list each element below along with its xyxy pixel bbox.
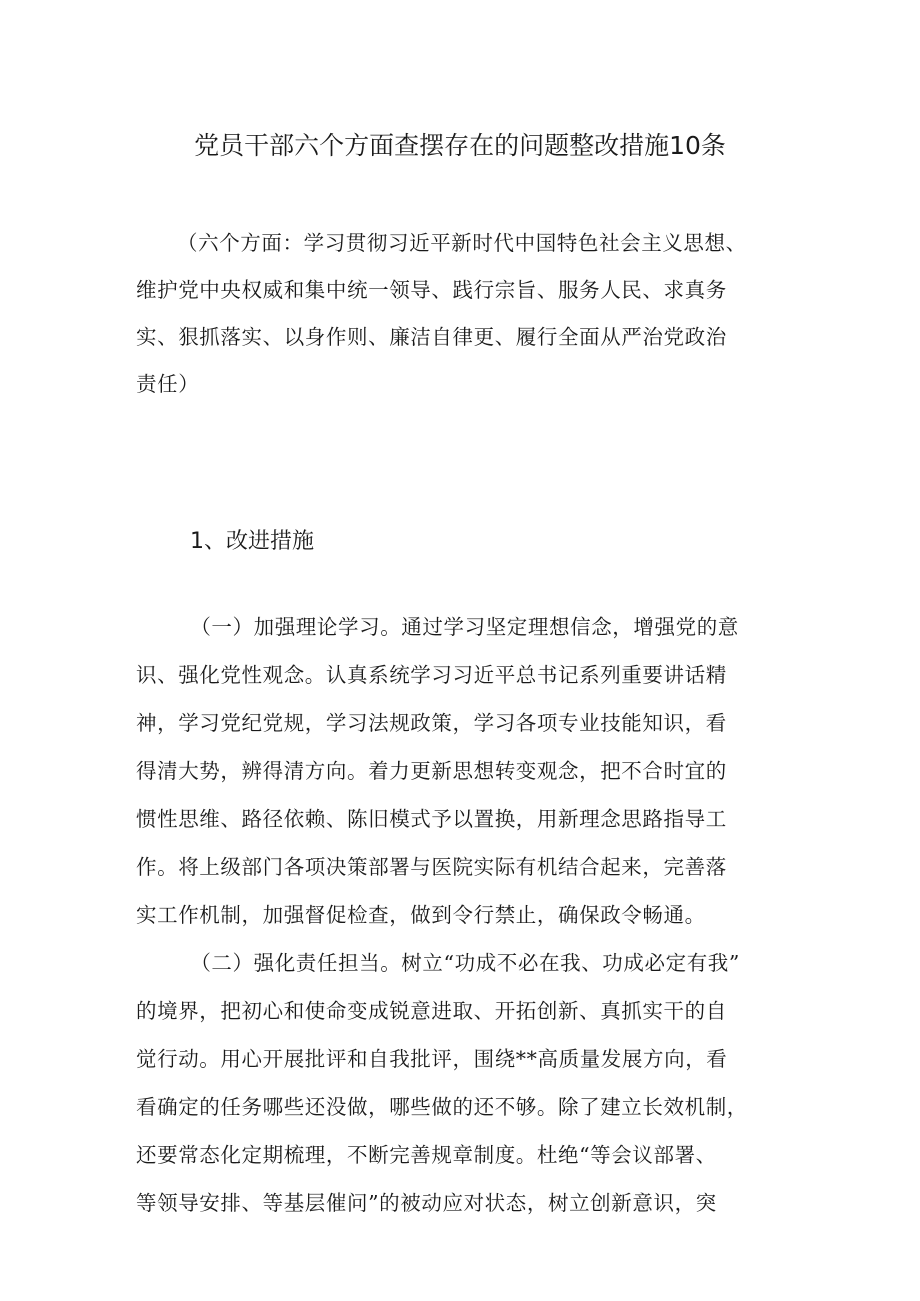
section-heading: 1、改进措施 <box>190 529 314 554</box>
intro-paragraph: （六个方面：学习贯彻习近平新时代中国特色社会主义思想、 维护党中央权威和集中统一领导、践行宗旨、服务人民、求真务 实、狠抓落实、以身作则、廉洁自律更、履行全面从严治党政治 责任） <box>136 231 747 396</box>
body-paragraph-1: （一）加强理论学习。通过学习坚定理想信念，增强党的意 识、强化党性观念。认真系统学习习近平总书记系列重要讲话精 神，学习党纪党规，学习法规政策，学习各项专业技能知识，看 得清大势，辨得清方向。着力更新思想转变观念，把不合时宜的 惯性思维、路径依赖、陈旧模式予以置换，用新理念思路指导工 作。将上级部门各项决策部署与医院实际有机结合起来，完善落 实工作机制，加强督促检查，做到令行禁止，确保政令畅通。 <box>136 615 739 927</box>
document-title: 党员干部六个方面查摆存在的问题整改措施10条 <box>194 131 726 160</box>
body-paragraph-2: （二）强化责任担当。树立“功成不必在我、功成必定有我” 的境界，把初心和使命变成锐意进取、开拓创新、真抓实干的自 觉行动。用心开展批评和自我批评，围绕**高质量发展方向，看 看确定的任务哪些还没做，哪些做的还不够。除了建立长效机制， 还要常态化定期梳理，不断完善规章制度。杜绝“等会议部署、 等领导安排、等基层催问”的被动应对状态，树立创新意识，突 <box>136 951 748 1215</box>
